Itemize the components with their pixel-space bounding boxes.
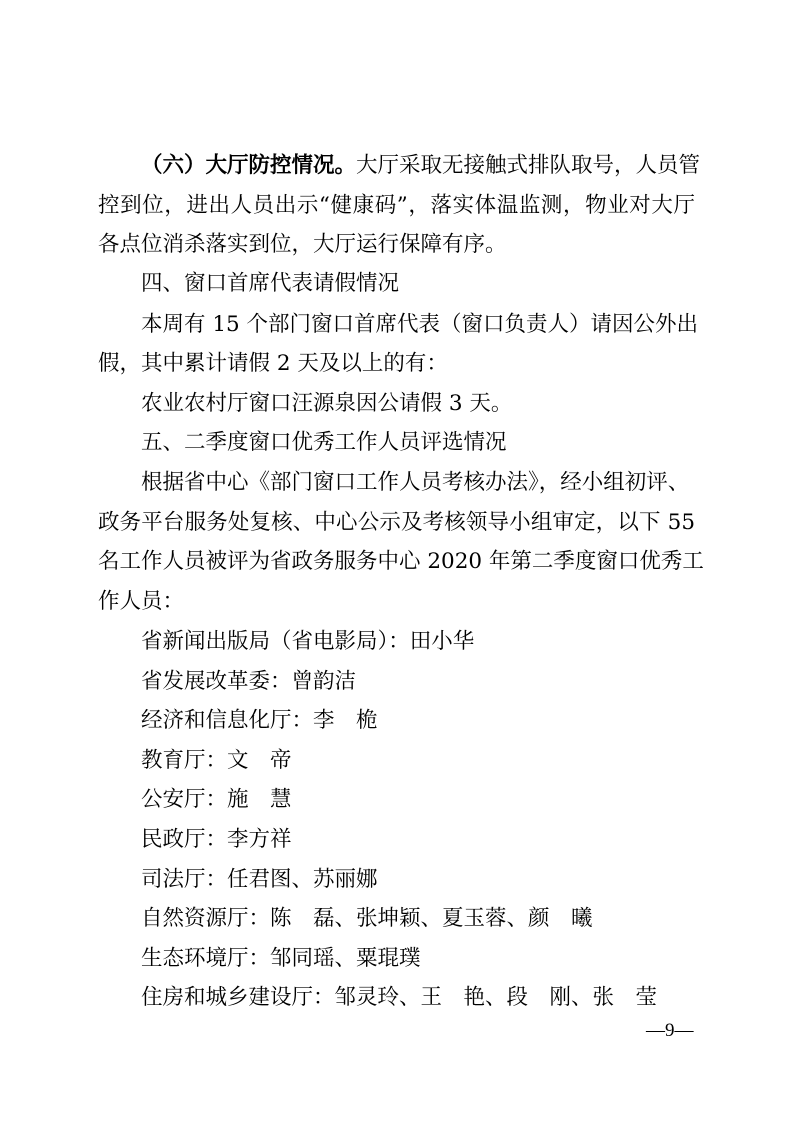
staff-list-item: 民政厅：李方祥	[141, 827, 292, 852]
section-4-heading: 四、窗口首席代表请假情况	[141, 271, 400, 296]
section-4-line-2: 假，其中累计请假 2 天及以上的有：	[98, 351, 448, 376]
section-5-line-3: 名工作人员被评为省政务服务中心 2020 年第二季度窗口优秀工	[98, 549, 704, 574]
section-6-line-1-text: 大厅采取无接触式排队取号，人员管	[356, 153, 701, 178]
staff-list-item: 生态环境厅：邹同瑶、粟琨璞	[141, 946, 421, 971]
section-5-line-4: 作人员：	[98, 589, 185, 614]
section-6-line-3: 各点位消杀落实到位，大厅运行保障有序。	[98, 232, 507, 257]
staff-list-item: 省发展改革委：曾韵洁	[141, 669, 357, 694]
staff-list-item: 省新闻出版局（省电影局）：田小华	[141, 629, 475, 654]
section-4-line-3: 农业农村厅窗口汪源泉因公请假 3 天。	[141, 391, 513, 416]
staff-list-item: 教育厅：文 帝	[141, 748, 292, 773]
staff-list-item: 自然资源厅：陈 磊、张坤颖、夏玉蓉、颜 曦	[141, 906, 593, 931]
section-6-line-1	[141, 152, 700, 180]
staff-list-item: 住房和城乡建设厅：邹灵玲、王 艳、段 刚、张 莹	[141, 985, 658, 1010]
section-5-heading: 五、二季度窗口优秀工作人员评选情况	[141, 430, 507, 455]
section-5-line-2: 政务平台服务处复核、中心公示及考核领导小组审定，以下 55	[98, 510, 695, 535]
staff-list-item: 经济和信息化厅：李 桅	[141, 708, 378, 733]
staff-list-item: 司法厅：任君图、苏丽娜	[141, 867, 378, 892]
staff-list-item: 公安厅：施 慧	[141, 787, 292, 812]
section-5-line-1: 根据省中心《部门窗口工作人员考核办法》，经小组初评、	[141, 470, 690, 495]
page-number: —9—	[646, 1020, 694, 1041]
section-6-label: （六）大厅防控情况。	[141, 153, 357, 178]
section-4-line-1: 本周有 15 个部门窗口首席代表（窗口负责人）请因公外出	[141, 312, 699, 337]
section-6-line-2: 控到位，进出人员出示“健康码”，落实体温监测，物业对大厅	[98, 193, 695, 218]
